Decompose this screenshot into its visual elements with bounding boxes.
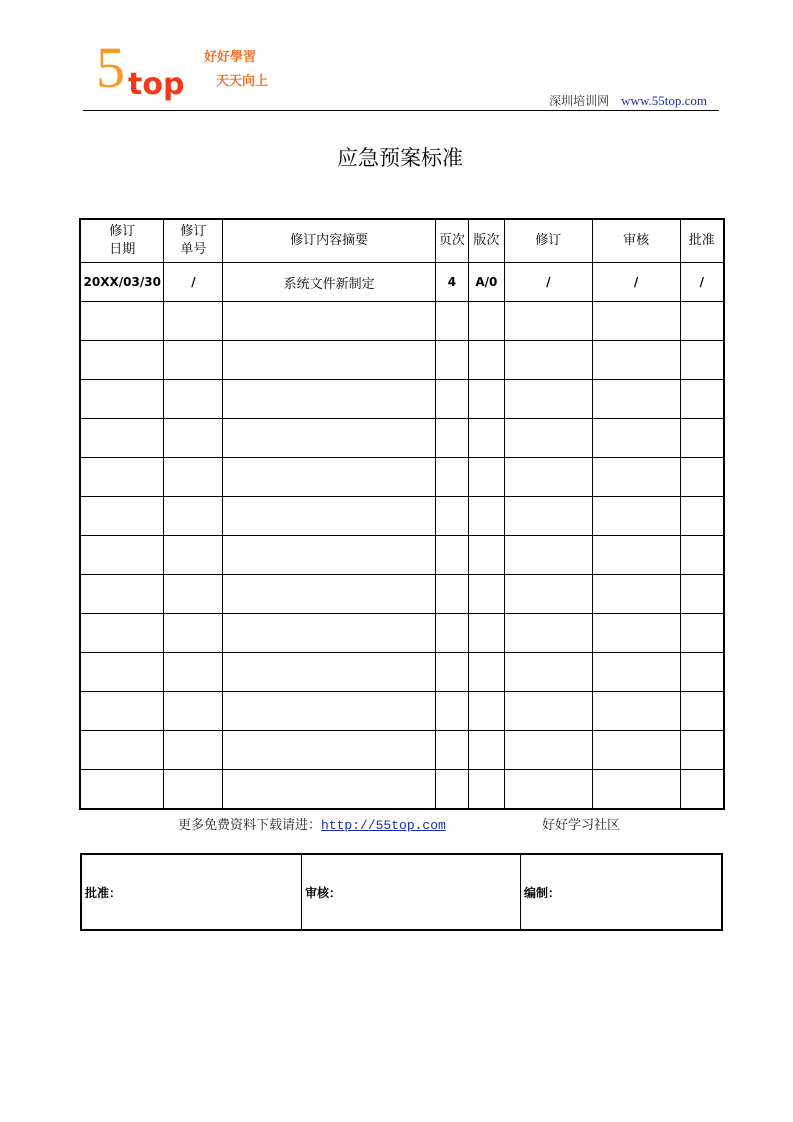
empty-cell[interactable]	[164, 419, 223, 458]
cell-approved: /	[680, 263, 724, 302]
empty-cell[interactable]	[468, 419, 504, 458]
empty-cell[interactable]	[504, 731, 592, 770]
empty-cell[interactable]	[164, 536, 223, 575]
empty-cell[interactable]	[680, 380, 724, 419]
empty-cell[interactable]	[223, 302, 436, 341]
empty-cell[interactable]	[164, 692, 223, 731]
empty-cell[interactable]	[223, 653, 436, 692]
col-header-version: 版次	[468, 219, 504, 263]
empty-cell[interactable]	[164, 497, 223, 536]
col-header-number: 修订 单号	[164, 219, 223, 263]
signoff-table	[80, 853, 723, 931]
empty-cell[interactable]	[435, 770, 468, 810]
empty-cell[interactable]	[468, 458, 504, 497]
logo-slogan-2: 天天向上	[216, 74, 269, 89]
table-row-empty	[80, 614, 724, 653]
footer-link[interactable]: http://55top.com	[321, 818, 446, 833]
empty-cell[interactable]	[592, 653, 680, 692]
empty-cell[interactable]	[435, 731, 468, 770]
empty-cell[interactable]	[164, 380, 223, 419]
table-row-empty	[80, 692, 724, 731]
empty-cell[interactable]	[680, 731, 724, 770]
empty-cell[interactable]	[468, 380, 504, 419]
cell-page: 4	[435, 263, 468, 302]
empty-cell[interactable]	[504, 653, 592, 692]
empty-cell[interactable]	[435, 614, 468, 653]
empty-cell[interactable]	[592, 302, 680, 341]
footer-note	[178, 814, 621, 833]
empty-cell[interactable]	[592, 497, 680, 536]
header-divider	[83, 110, 719, 111]
empty-cell[interactable]	[504, 458, 592, 497]
empty-cell[interactable]	[680, 341, 724, 380]
empty-cell[interactable]	[468, 302, 504, 341]
col-header-revised: 修订	[504, 219, 592, 263]
table-header-row	[80, 219, 724, 263]
empty-cell[interactable]	[80, 536, 164, 575]
empty-cell[interactable]	[223, 341, 436, 380]
empty-cell[interactable]	[435, 497, 468, 536]
empty-cell[interactable]	[80, 341, 164, 380]
table-row-empty	[80, 575, 724, 614]
empty-cell[interactable]	[680, 419, 724, 458]
empty-cell[interactable]	[164, 575, 223, 614]
empty-cell[interactable]	[504, 614, 592, 653]
empty-cell[interactable]	[223, 692, 436, 731]
empty-cell[interactable]	[680, 458, 724, 497]
empty-cell[interactable]	[468, 614, 504, 653]
logo-digit: 5	[96, 35, 125, 100]
revision-table	[79, 218, 725, 810]
empty-cell[interactable]	[592, 341, 680, 380]
empty-cell[interactable]	[504, 770, 592, 810]
empty-cell[interactable]	[680, 692, 724, 731]
empty-cell[interactable]	[435, 380, 468, 419]
empty-cell[interactable]	[164, 302, 223, 341]
empty-cell[interactable]	[164, 731, 223, 770]
empty-cell[interactable]	[592, 575, 680, 614]
empty-cell[interactable]	[164, 770, 223, 810]
empty-cell[interactable]	[468, 497, 504, 536]
empty-cell[interactable]	[80, 653, 164, 692]
logo-slogan-1: 好好學習	[204, 50, 257, 65]
empty-cell[interactable]	[592, 614, 680, 653]
table-row-empty	[80, 341, 724, 380]
empty-cell[interactable]	[504, 497, 592, 536]
empty-cell[interactable]	[223, 536, 436, 575]
empty-cell[interactable]	[435, 575, 468, 614]
empty-cell[interactable]	[435, 692, 468, 731]
cell-number: /	[164, 263, 223, 302]
empty-cell[interactable]	[80, 692, 164, 731]
approve-field[interactable]: 批准：	[81, 854, 302, 930]
empty-cell[interactable]	[680, 614, 724, 653]
cell-version: A/0	[468, 263, 504, 302]
empty-cell[interactable]	[680, 302, 724, 341]
empty-cell[interactable]	[592, 458, 680, 497]
empty-cell[interactable]	[80, 731, 164, 770]
empty-cell[interactable]	[80, 497, 164, 536]
empty-cell[interactable]	[164, 341, 223, 380]
empty-cell[interactable]	[435, 302, 468, 341]
empty-cell[interactable]	[504, 302, 592, 341]
site-name: 深圳培训网	[549, 94, 610, 108]
empty-cell[interactable]	[223, 770, 436, 810]
empty-cell[interactable]	[223, 497, 436, 536]
empty-cell[interactable]	[435, 536, 468, 575]
empty-cell[interactable]	[223, 614, 436, 653]
table-row-empty	[80, 653, 724, 692]
empty-cell[interactable]	[164, 458, 223, 497]
empty-cell[interactable]	[80, 770, 164, 810]
empty-cell[interactable]	[504, 536, 592, 575]
footer-text: 更多免费资料下载请进：	[178, 817, 322, 832]
empty-cell[interactable]	[592, 419, 680, 458]
review-field[interactable]: 审核：	[302, 854, 521, 930]
empty-cell[interactable]	[592, 536, 680, 575]
table-row	[80, 263, 724, 302]
empty-cell[interactable]	[468, 770, 504, 810]
logo-word: top	[128, 67, 185, 102]
empty-cell[interactable]	[504, 692, 592, 731]
footer-community: 好好学习社区	[542, 817, 621, 832]
table-row-empty	[80, 458, 724, 497]
table-row-empty	[80, 302, 724, 341]
empty-cell[interactable]	[680, 536, 724, 575]
empty-cell[interactable]	[468, 341, 504, 380]
table-row-empty	[80, 497, 724, 536]
col-header-date: 修订 日期	[80, 219, 164, 263]
empty-cell[interactable]	[80, 380, 164, 419]
empty-cell[interactable]	[435, 458, 468, 497]
empty-cell[interactable]	[680, 575, 724, 614]
col-header-approved: 批准	[680, 219, 724, 263]
empty-cell[interactable]	[504, 380, 592, 419]
empty-cell[interactable]	[468, 536, 504, 575]
empty-cell[interactable]	[80, 614, 164, 653]
empty-cell[interactable]	[504, 419, 592, 458]
col-header-summary: 修订内容摘要	[223, 219, 436, 263]
empty-cell[interactable]	[468, 653, 504, 692]
empty-cell[interactable]	[223, 575, 436, 614]
table-row-empty	[80, 536, 724, 575]
prepare-field[interactable]: 编制：	[521, 854, 723, 930]
empty-cell[interactable]	[592, 692, 680, 731]
empty-cell[interactable]	[435, 653, 468, 692]
empty-cell[interactable]	[223, 380, 436, 419]
cell-date: 20XX/03/30	[80, 263, 164, 302]
logo	[92, 35, 292, 106]
col-header-reviewed: 审核	[592, 219, 680, 263]
table-row-empty	[80, 419, 724, 458]
empty-cell[interactable]	[164, 653, 223, 692]
empty-cell[interactable]	[468, 692, 504, 731]
cell-reviewed: /	[592, 263, 680, 302]
empty-cell[interactable]	[223, 731, 436, 770]
empty-cell[interactable]	[164, 614, 223, 653]
table-row-empty	[80, 731, 724, 770]
empty-cell[interactable]	[680, 653, 724, 692]
page-title: 应急预案标准	[337, 146, 463, 170]
empty-cell[interactable]	[504, 575, 592, 614]
empty-cell[interactable]	[468, 731, 504, 770]
cell-summary: 系统文件新制定	[223, 263, 436, 302]
empty-cell[interactable]	[680, 497, 724, 536]
header-site-info	[549, 92, 707, 109]
empty-cell[interactable]	[223, 458, 436, 497]
empty-cell[interactable]	[592, 770, 680, 810]
empty-cell[interactable]	[80, 458, 164, 497]
empty-cell[interactable]	[80, 419, 164, 458]
table-row-empty	[80, 380, 724, 419]
empty-cell[interactable]	[680, 770, 724, 810]
empty-cell[interactable]	[504, 341, 592, 380]
empty-cell[interactable]	[435, 419, 468, 458]
cell-revised: /	[504, 263, 592, 302]
site-url-link[interactable]: www.55top.com	[621, 93, 707, 108]
col-header-page: 页次	[435, 219, 468, 263]
empty-cell[interactable]	[592, 380, 680, 419]
empty-cell[interactable]	[223, 419, 436, 458]
empty-cell[interactable]	[435, 341, 468, 380]
empty-cell[interactable]	[80, 302, 164, 341]
empty-cell[interactable]	[80, 575, 164, 614]
empty-cell[interactable]	[592, 731, 680, 770]
empty-cell[interactable]	[468, 575, 504, 614]
table-row-empty	[80, 770, 724, 810]
